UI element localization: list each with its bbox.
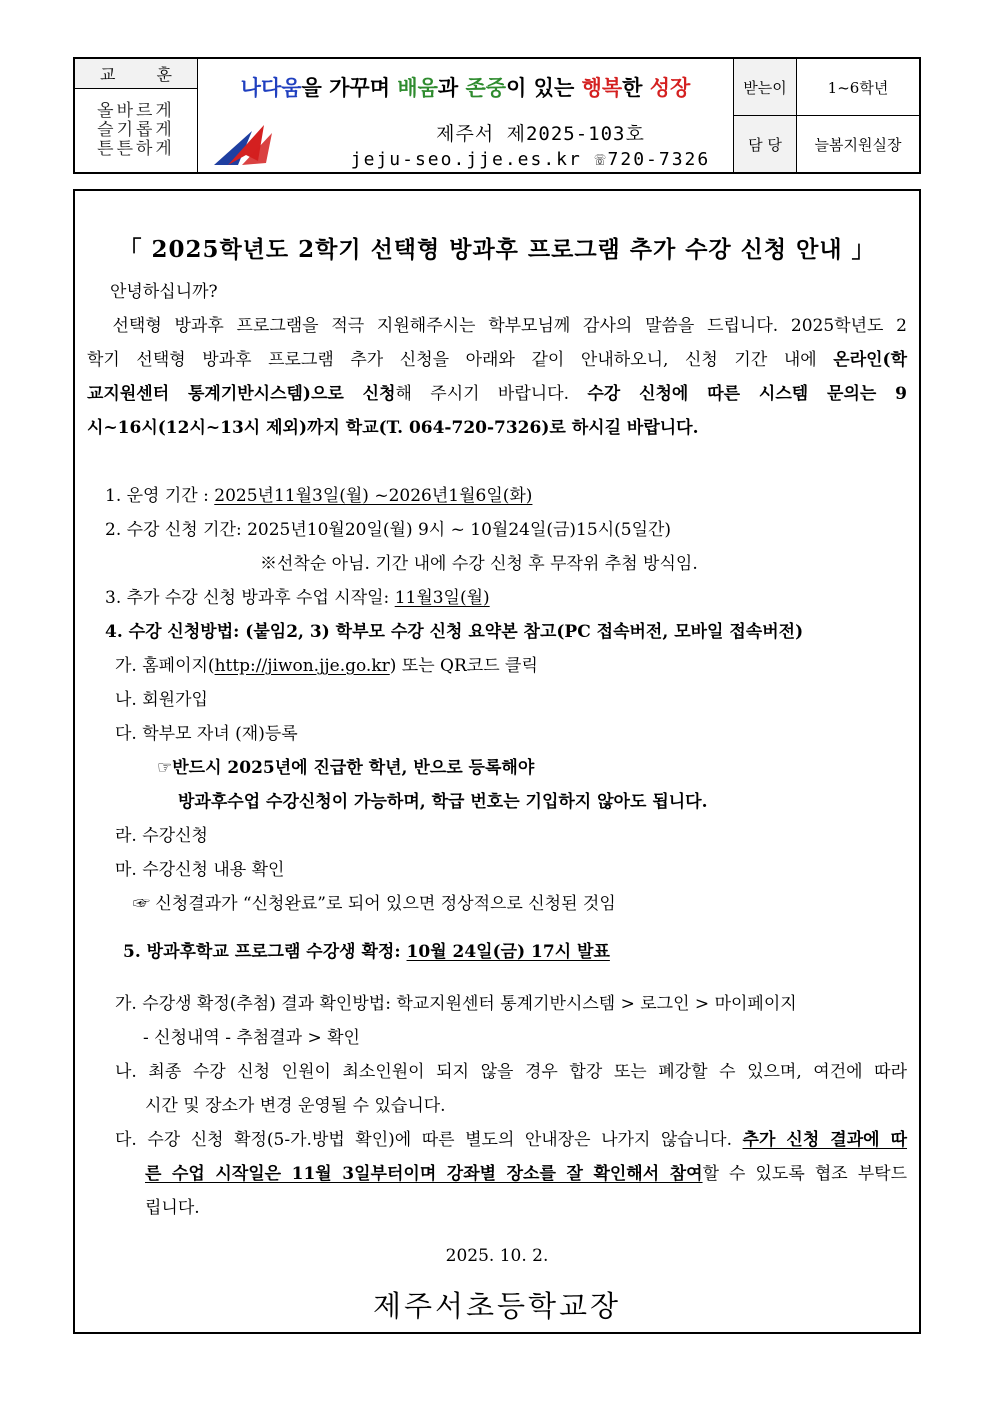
- item-4-method: 4. 수강 신청방법: (붙임2, 3) 학부모 수강 신청 요약본 참고(PC 접속버전, 모바일 접속버전): [105, 622, 804, 642]
- routing-box: [734, 59, 919, 172]
- item-5-c-line-2: 른 수업 시작일은 11월 3일부터이며 강좌별 장소를 잘 확인해서 참여할 수 있도록 협조 부탁드: [145, 1164, 907, 1184]
- slogan-part-1: 나다움: [240, 76, 302, 100]
- intro-line-2: 학기 선택형 방과후 프로그램 추가 신청을 아래와 같이 안내하오니, 신청 기간 내에 온라인(학: [87, 350, 907, 370]
- school-slogan: [198, 72, 733, 102]
- slogan-part-6: 이 있는: [506, 76, 582, 100]
- school-logo-icon: [214, 125, 274, 167]
- item-5-c-line-3: 립니다.: [145, 1198, 200, 1218]
- letterhead: [73, 57, 921, 174]
- principal-signature: 제주서초등학교장: [372, 1289, 622, 1323]
- recipient-value: 1~6학년: [827, 78, 889, 97]
- item-1-period: 1. 운영 기간 : 2025년11월3일(월) ~2026년1월6일(화): [105, 486, 533, 506]
- pointing-hand-icon: ☞: [157, 758, 173, 778]
- notice-title: 「 2025학년도 2학기 선택형 방과후 프로그램 추가 수강 신청 안내 」: [118, 236, 876, 263]
- item-4-d: 라. 수강신청: [115, 826, 208, 846]
- intro-line-1: 선택형 방과후 프로그램을 적극 지원해주시는 학부모님께 감사의 말씀을 드립니다. 2025학년도 2: [112, 316, 907, 336]
- slogan-part-3: 배움: [397, 76, 438, 100]
- issue-date: 2025. 10. 2.: [445, 1246, 549, 1266]
- slogan-part-2: 을 가꾸며: [301, 76, 398, 100]
- notice-body: [73, 189, 921, 1334]
- motto-line-2: 슬기롭게: [97, 120, 175, 140]
- item-3-start-date: 3. 추가 수강 신청 방과후 수업 시작일: 11월3일(월): [105, 588, 490, 608]
- intro-line-3: 교지원센터 통계기반시스템)으로 신청해 주시기 바랍니다. 수강 신청에 따른 시스템 문의는 9: [87, 384, 907, 404]
- letterhead-center: [198, 59, 734, 172]
- item-5-a-line-2: - 신청내역 - 추첨결과 > 확인: [143, 1028, 360, 1048]
- item-4-e-note: ☞ 신청결과가 “신청완료”로 되어 있으면 정상적으로 신청된 것임: [133, 894, 616, 914]
- item-5-confirmation: 5. 방과후학교 프로그램 수강생 확정: 10월 24일(금) 17시 발표: [123, 942, 610, 962]
- item-5-b-line-2: 시간 및 장소가 변경 운영될 수 있습니다.: [145, 1096, 446, 1116]
- document-number: 제주서 제2025-103호: [436, 123, 645, 145]
- motto-line-1: 올바르게: [97, 101, 175, 121]
- intro-line-4: 시~16시(12시~13시 제외)까지 학교(T. 064-720-7326)로 하시길 바랍니다.: [87, 418, 699, 438]
- item-4-e: 마. 수강신청 내용 확인: [115, 860, 285, 880]
- recipient-row: [734, 59, 919, 115]
- slogan-part-9: 성장: [649, 76, 691, 100]
- jiwon-link[interactable]: http://jiwon.jje.go.kr: [214, 656, 390, 676]
- item-4-c: 다. 학부모 자녀 (재)등록: [115, 724, 298, 744]
- manager-label: 담 당: [734, 116, 797, 172]
- slogan-part-5: 존중: [465, 76, 507, 100]
- website-phone: jeju-seo.jje.es.kr ☏720-7326: [350, 149, 711, 170]
- school-motto-box: [75, 59, 198, 172]
- slogan-part-4: 과: [437, 76, 466, 100]
- slogan-part-7: 행복: [581, 76, 623, 100]
- greeting: 안녕하십니까?: [110, 282, 218, 302]
- recipient-label: 받는이: [734, 59, 797, 115]
- item-5-a-line-1: 가. 수강생 확정(추첨) 결과 확인방법: 학교지원센터 통계기반시스템 > 로그인 > 마이페이지: [115, 994, 797, 1014]
- slogan-part-8: 한: [622, 76, 650, 100]
- item-4-b: 나. 회원가입: [115, 690, 208, 710]
- motto-label: 교 훈: [75, 59, 197, 89]
- motto-line-3: 튼튼하게: [97, 139, 175, 159]
- item-4-c-note-2: 방과후수업 수강신청이 가능하며, 학급 번호는 기입하지 않아도 됩니다.: [178, 792, 708, 812]
- item-2-application-period: 2. 수강 신청 기간: 2025년10월20일(월) 9시 ~ 10월24일(금)15시(5일간): [105, 520, 672, 540]
- item-4-a: 가. 홈페이지(http://jiwon.jje.go.kr) 또는 QR코드 클릭: [115, 656, 538, 676]
- item-5-c-line-1: 다. 수강 신청 확정(5-가.방법 확인)에 따른 별도의 안내장은 나가지 않습니다. 추가 신청 결과에 따: [115, 1130, 908, 1150]
- manager-value: 늘봄지원실장: [814, 135, 902, 154]
- item-5-b-line-1: 나. 최종 수강 신청 인원이 최소인원이 되지 않을 경우 합강 또는 폐강할 수 있으며, 여건에 따라: [115, 1062, 907, 1082]
- item-4-c-note-1: ☞반드시 2025년에 진급한 학년, 반으로 등록해야: [157, 758, 535, 778]
- manager-row: [734, 115, 919, 172]
- item-2-note: ※선착순 아님. 기간 내에 수강 신청 후 무작위 추첨 방식임.: [260, 554, 698, 574]
- motto-text: [75, 89, 197, 172]
